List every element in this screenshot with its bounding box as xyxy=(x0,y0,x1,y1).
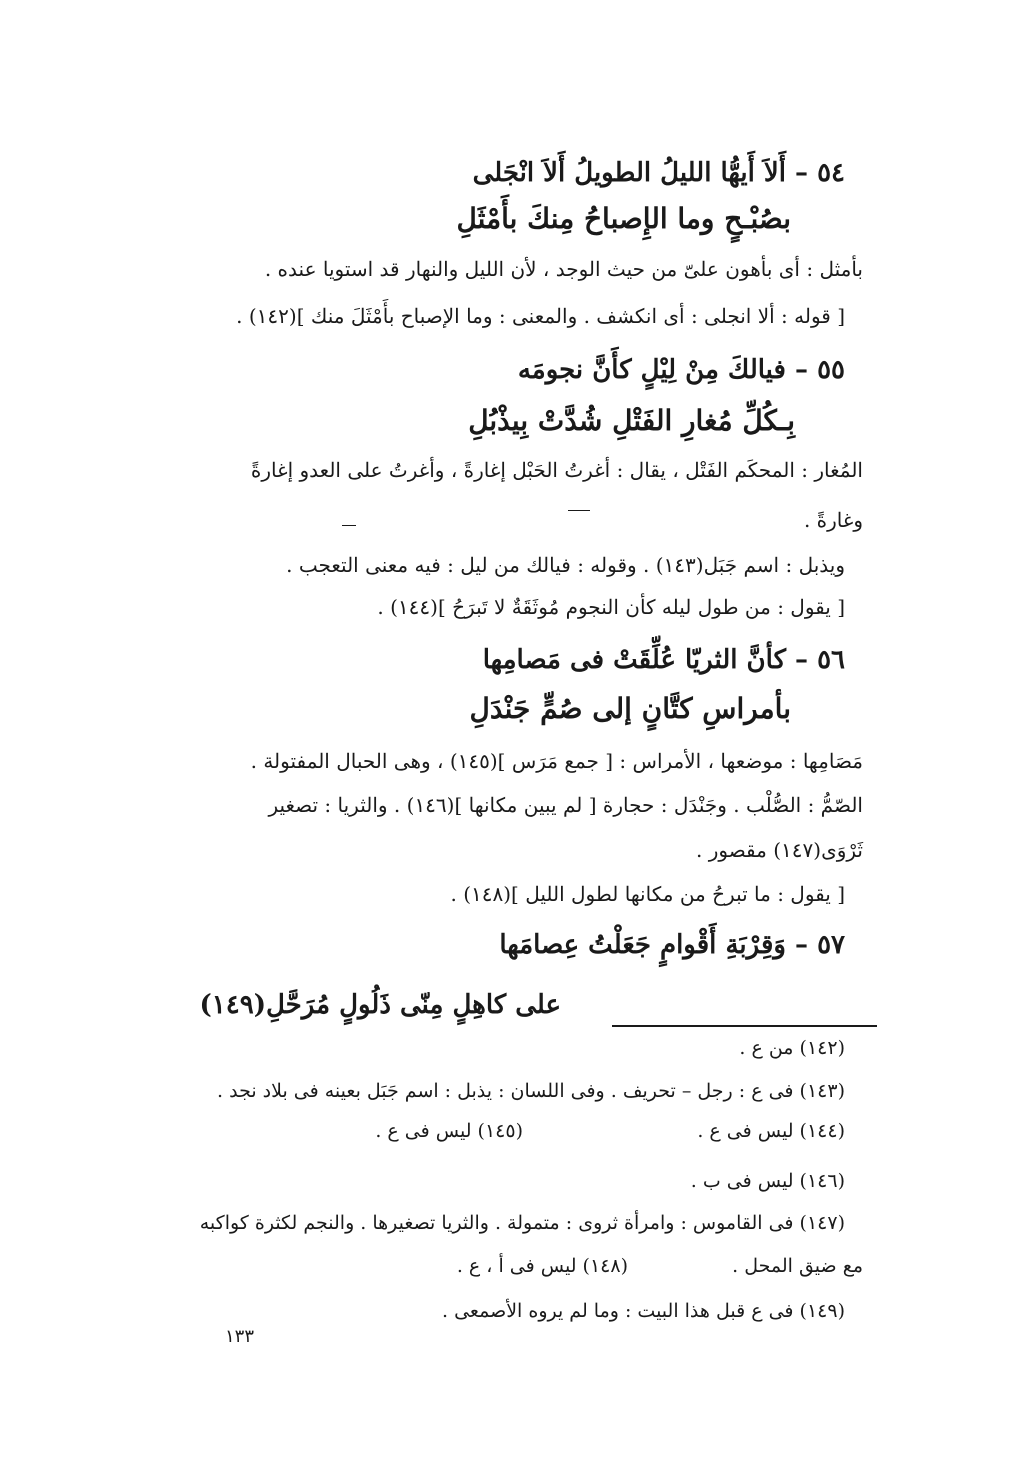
footnote-143: (١٤٣) فى ع : رجل – تحريف . وفى اللسان : يذبل : اسم جَبَل بعينه فى بلاد نجد . xyxy=(217,1080,845,1102)
verse-55-first-hemistich: ٥٥ – فيالكَ مِنْ لِيْلٍ كأَنَّ نجومَه xyxy=(517,355,845,385)
commentary-56-line-1: مَصَامِها : موضعها ، الأمراس : [ جمع مَرَس ](١٤٥) ، وهى الحبال المفتولة . xyxy=(250,749,863,773)
commentary-56-line-2: الصّمُّ : الصُّلْب . وجَنْدَل : حجارة [ لم يبين مكانها ](١٤٦) . والثريا : تصغير xyxy=(268,793,863,817)
footnote-rule xyxy=(612,1025,877,1027)
footnote-145: (١٤٥) ليس فى ع . xyxy=(375,1120,523,1142)
separator-dash xyxy=(568,510,590,511)
commentary-54-line-1: بأمثل : أى بأهون علىّ من حيث الوجد ، لأن الليل والنهار قد استويا عنده . xyxy=(264,257,863,281)
footnote-146: (١٤٦) ليس فى ب . xyxy=(690,1170,845,1192)
commentary-56-line-3: ثَرْوَى(١٤٧) مقصور . xyxy=(696,838,863,862)
footnote-144: (١٤٤) ليس فى ع . xyxy=(697,1120,845,1142)
footnote-147-line-1: (١٤٧) فى القاموس : وامرأة ثروى : متمولة . والثريا تصغيرها . والنجم لكثرة كواكبه xyxy=(199,1212,845,1234)
footnote-148: (١٤٨) ليس فى أ ، ع . xyxy=(456,1255,628,1277)
commentary-55-line-3: ويذبل : اسم جَبَل(١٤٣) . وقوله : فيالك من ليل : فيه معنى التعجب . xyxy=(286,553,845,577)
commentary-54-line-2: [ قوله : ألا انجلى : أى انكشف . والمعنى : وما الإصباح بأَمْثَلَ منك ](١٤٢) . xyxy=(236,304,845,328)
commentary-55-line-4: [ يقول : من طول ليله كأن النجوم مُوثَقَةٌ لا تَبرَحُ ](١٤٤) . xyxy=(377,595,845,619)
verse-55-second-hemistich: بِـكُلِّ مُغارِ الفَتْلِ شُدَّتْ بِيذْبُلِ xyxy=(468,404,795,437)
footnote-147-line-2: مع ضيق المحل . xyxy=(732,1255,863,1277)
footnote-142: (١٤٢) من ع . xyxy=(739,1037,845,1059)
commentary-55-line-1: المُغار : المحكَم الفَتْل ، يقال : أغرتُ الحَبْل إغارةً ، وأغرتُ على العدو إغارةً xyxy=(250,458,863,482)
verse-57-first-hemistich: ٥٧ – وَقِرْبَةِ أَقْوامٍ جَعَلْتُ عِصامَها xyxy=(499,930,845,960)
verse-54-first-hemistich: ٥٤ – أَلاَ أَيهُّا الليلُ الطويلُ أَلاَ انْجَلى xyxy=(472,158,845,188)
separator-dash xyxy=(342,525,356,526)
commentary-56-line-4: [ يقول : ما تبرحُ من مكانها لطول الليل ](١٤٨) . xyxy=(450,882,845,906)
commentary-55-line-2: وغارةً . xyxy=(803,508,863,532)
page-number: ١٣٣ xyxy=(225,1326,255,1347)
verse-56-second-hemistich: بأمراسِ كتَّانٍ إلى صُمٍّ جَنْدَلِ xyxy=(469,692,791,725)
verse-56-first-hemistich: ٥٦ – كأنَّ الثريّا عُلِّقَتْ فى مَصامِها xyxy=(482,645,845,675)
verse-54-second-hemistich: بصُبْـحٍ وما الإِصباحُ مِنكَ بأَمْثَلِ xyxy=(456,202,791,235)
verse-57-second-hemistich: على كاهِلٍ مِنّى ذَلُولٍ مُرَحَّلِ(١٤٩) xyxy=(199,990,561,1020)
footnote-149: (١٤٩) فى ع قبل هذا البيت : وما لم يروه الأصمعى . xyxy=(442,1300,845,1322)
